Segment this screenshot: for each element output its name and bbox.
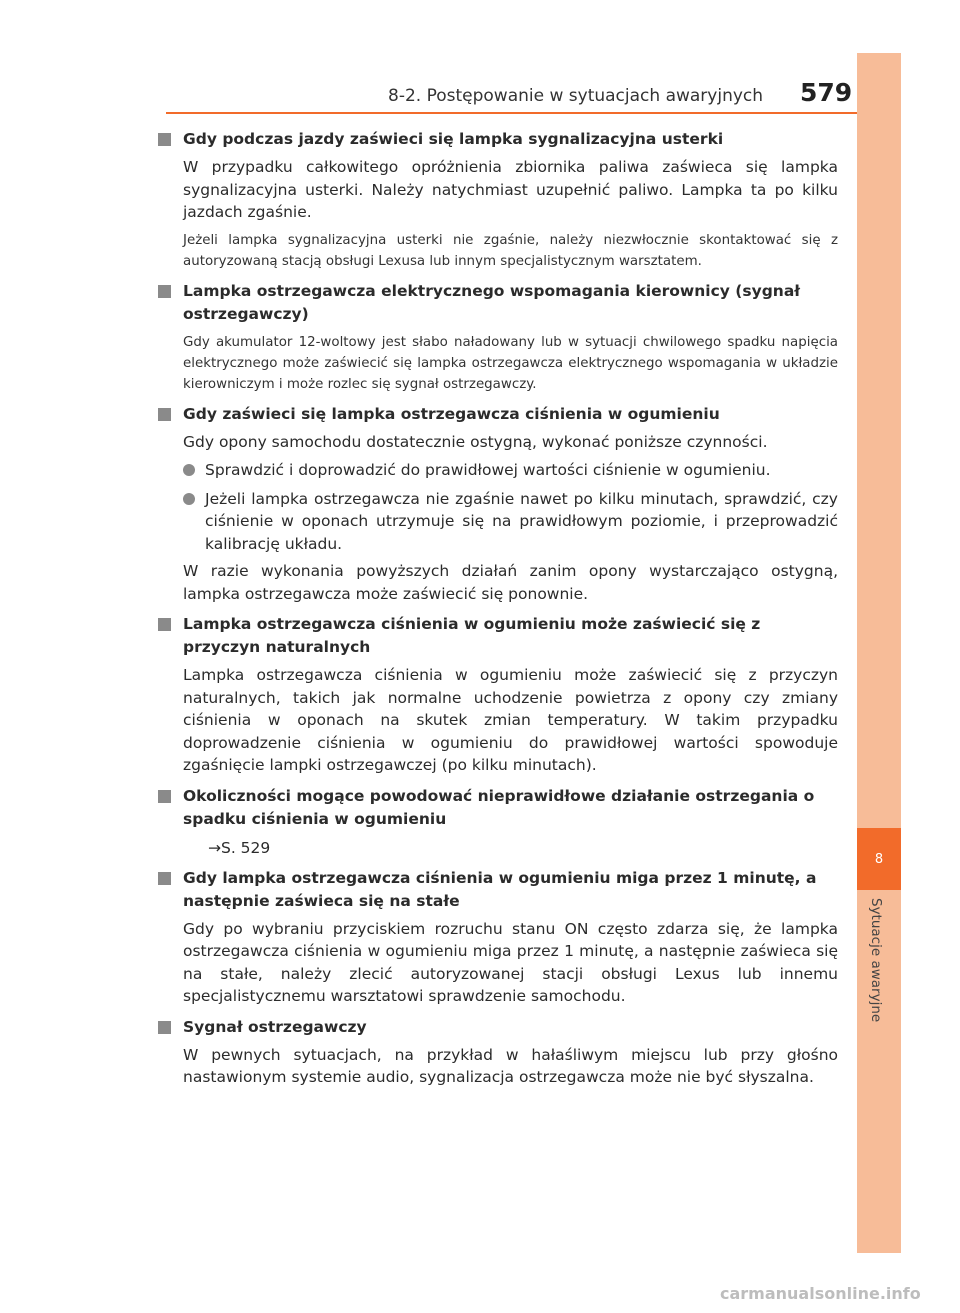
section-body: Gdy opony samochodu dostatecznie ostygną, wykonać poniższe czynności. bbox=[183, 432, 768, 451]
watermark: carmanualsonline.info bbox=[720, 1284, 921, 1303]
section-heading bbox=[158, 613, 838, 659]
round-bullet-icon bbox=[183, 493, 195, 505]
list-item bbox=[183, 459, 838, 482]
section-note: Gdy akumulator 12-woltowy jest słabo naładowany lub w sytuacji chwilowego spadku napięcia elektrycznego może zaświecić się lampka ostrzegawcza elektrycznego wspomagania w układzie kierowniczym i może rozlec się sygnał ostrzegawczy. bbox=[183, 334, 838, 392]
section-body: Lampka ostrzegawcza ciśnienia w ogumieniu może zaświecić się z przyczyn naturalnych, takich jak normalne uchodzenie powietrza z opony czy zmiany ciśnienia w oponach na skutek zmian temperatury. W takim przypadku doprowadzenie ciśnienia w ogumieniu do prawidłowej wartości spowoduje zgaśnięcie lampki ostrzegawczej (po kilku minutach). bbox=[183, 666, 838, 774]
chapter-sidebar bbox=[857, 53, 901, 1253]
section-heading bbox=[158, 128, 838, 151]
section-heading-text: Gdy lampka ostrzegawcza ciśnienia w ogumieniu miga przez 1 minutę, a następnie zaświeca się na stałe bbox=[183, 868, 817, 910]
header-divider bbox=[166, 112, 857, 114]
square-bullet-icon bbox=[158, 1021, 171, 1034]
section-note: Jeżeli lampka sygnalizacyjna usterki nie zgaśnie, należy niezwłocznie skontaktować się z autoryzowaną stacją obsługi Lexusa lub innym specjalistycznym warsztatem. bbox=[183, 232, 838, 269]
section-body: W pewnych sytuacjach, na przykład w hałaśliwym miejscu lub przy głośno nastawionym systemie audio, sygnalizacja ostrzegawcza może nie być słyszalna. bbox=[183, 1045, 838, 1086]
section-heading bbox=[158, 280, 838, 326]
page-number: 579 bbox=[800, 78, 853, 107]
list-item-text: Jeżeli lampka ostrzegawcza nie zgaśnie nawet po kilku minutach, sprawdzić, czy ciśnienie w oponach utrzymuje się na prawidłowym poziomie, i przeprowadzić kalibrację układu. bbox=[205, 489, 838, 553]
square-bullet-icon bbox=[158, 790, 171, 803]
section bbox=[158, 785, 838, 859]
section-heading bbox=[158, 867, 838, 913]
section bbox=[158, 613, 838, 777]
section bbox=[158, 128, 838, 272]
section-body-after: W razie wykonania powyższych działań zanim opony wystarczająco ostygną, lampka ostrzegawcza może zaświecić się ponownie. bbox=[183, 562, 838, 603]
chapter-label: Sytuacje awaryjne bbox=[868, 898, 884, 1023]
section bbox=[158, 867, 838, 1008]
square-bullet-icon bbox=[158, 133, 171, 146]
page-reference-link[interactable]: →S. 529 bbox=[208, 838, 271, 857]
section-heading bbox=[158, 1016, 838, 1039]
section-heading bbox=[158, 785, 838, 831]
list-item-text: Sprawdzić i doprowadzić do prawidłowej wartości ciśnienie w ogumieniu. bbox=[205, 461, 771, 479]
section bbox=[158, 280, 838, 395]
round-bullet-icon bbox=[183, 464, 195, 476]
section bbox=[158, 1016, 838, 1089]
section-heading-text: Sygnał ostrzegawczy bbox=[183, 1017, 367, 1036]
square-bullet-icon bbox=[158, 408, 171, 421]
section-body: W przypadku całkowitego opróżnienia zbiornika paliwa zaświeca się lampka sygnalizacyjna usterki. Należy natychmiast uzupełnić paliwo. Lampka ta po kilku jazdach zgaśnie. bbox=[183, 158, 838, 221]
section-heading-text: Lampka ostrzegawcza elektrycznego wspomagania kierownicy (sygnał ostrzegawczy) bbox=[183, 281, 801, 323]
section bbox=[158, 403, 838, 606]
page-header-title: 8-2. Postępowanie w sytuacjach awaryjnych bbox=[388, 86, 764, 106]
section-heading-text: Lampka ostrzegawcza ciśnienia w ogumieniu może zaświecić się z przyczyn naturalnych bbox=[183, 615, 761, 656]
section-body: Gdy po wybraniu przyciskiem rozruchu stanu ON często zdarza się, że lampka ostrzegawcza ciśnienia w ogumieniu miga przez 1 minutę, a następnie zaświeca się na stałe, należy zlecić autoryzowanej stacji obsługi Lexus lub innemu specjalistycznemu warsztatowi sprawdzenie samochodu. bbox=[183, 919, 838, 1005]
section-heading-text: Gdy podczas jazdy zaświeci się lampka sygnalizacyjna usterki bbox=[183, 130, 724, 148]
chapter-number-tab[interactable]: 8 bbox=[857, 828, 901, 890]
square-bullet-icon bbox=[158, 285, 171, 298]
section-heading-text: Okoliczności mogące powodować nieprawidłowe działanie ostrzegania o spadku ciśnienia w ogumieniu bbox=[183, 786, 815, 828]
section-heading-text: Gdy zaświeci się lampka ostrzegawcza ciśnienia w ogumieniu bbox=[183, 404, 720, 423]
section-heading bbox=[158, 403, 838, 426]
list-item bbox=[183, 488, 838, 556]
page-content bbox=[158, 128, 838, 1097]
square-bullet-icon bbox=[158, 618, 171, 631]
square-bullet-icon bbox=[158, 872, 171, 885]
